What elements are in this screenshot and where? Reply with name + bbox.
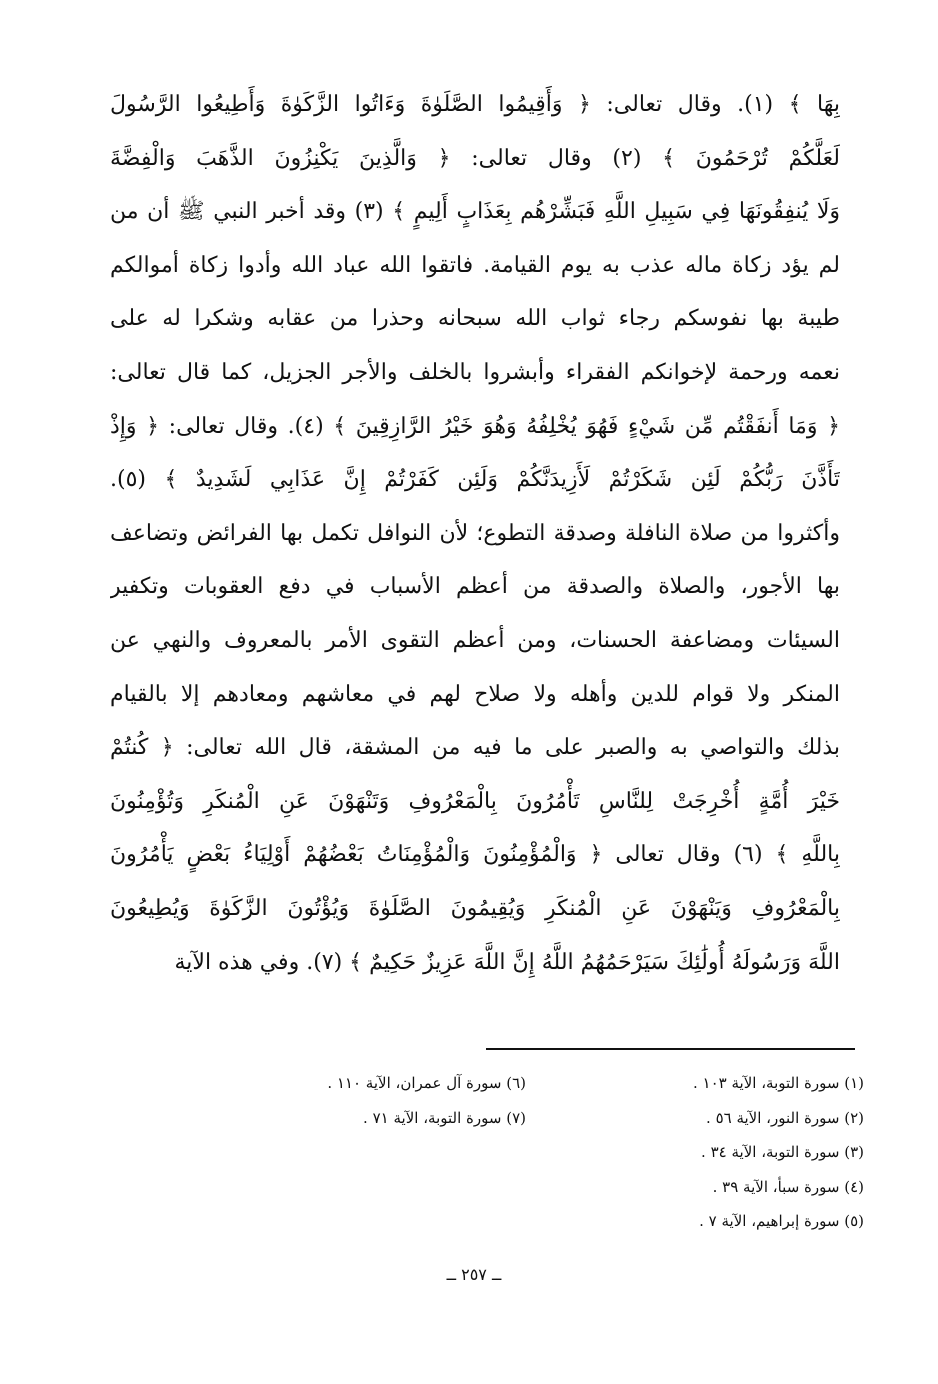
body-line: اللَّهَ وَرَسُولَهُ أُولَٰئِكَ سَيَرْحَمُهُمُ اللَّهُ إِنَّ اللَّهَ عَزِيزٌ حَكِيمٌ ﴾ (٧). وفي هذه الآية [174, 949, 840, 975]
body-line: نعمه ورحمة لإخوانكم الفقراء وأبشروا بالخلف والأجر الجزيل، كما قال تعالى: [110, 359, 840, 385]
body-text [110, 78, 840, 989]
body-line: بِهَا ﴾ (١). وقال تعالى: ﴿ وَأَقِيمُوا الصَّلَوٰةَ وَءَاتُوا الزَّكَوٰةَ وَأَطِيعُوا الرَّسُولَ [110, 92, 840, 117]
footnote: (٣) سورة التوبة، الآية ٣٤ . [701, 1143, 864, 1161]
body-line: تَأَذَّنَ رَبُّكُمْ لَئِن شَكَرْتُمْ لَأَزِيدَنَّكُمْ وَلَئِن كَفَرْتُمْ إِنَّ عَذَابِي لَشَدِيدٌ ﴾ (٥). [110, 467, 840, 493]
body-line: خَيْرَ أُمَّةٍ أُخْرِجَتْ لِلنَّاسِ تَأْمُرُونَ بِالْمَعْرُوفِ وَتَنْهَوْنَ عَنِ الْمُنكَرِ وَتُؤْمِنُونَ [110, 788, 840, 814]
footnote: (١) سورة التوبة، الآية ١٠٣ . [693, 1074, 864, 1092]
body-line: بها الأجور، والصلاة والصدقة من أعظم الأسباب في دفع العقوبات وتكفير [110, 574, 840, 600]
footnotes-column-right [600, 1066, 864, 1239]
footnote: (٧) سورة التوبة، الآية ٧١ . [363, 1108, 526, 1127]
body-line: وَلَا يُنفِقُونَهَا فِي سَبِيلِ اللَّهِ فَبَشِّرْهُم بِعَذَابٍ أَلِيمٍ ﴾ (٣) وقد أخبر النبي ﷺ أن من [110, 199, 840, 225]
body-line: طيبة بها نفوسكم رجاء ثواب الله سبحانه وحذرا من عقابه وشكرا له على [110, 306, 840, 332]
footnote: (٥) سورة إبراهيم، الآية ٧ . [699, 1212, 864, 1230]
body-line: لم يؤد زكاة ماله عذب به يوم القيامة. فاتقوا الله عباد الله وأدوا زكاة أموالكم [110, 252, 840, 278]
body-line: وأكثروا من صلاة النافلة وصدقة التطوع؛ لأن النوافل تكمل بها الفرائض وتضاعف [110, 520, 840, 546]
page-number: ــ ٢٥٧ ــ [446, 1265, 502, 1284]
footnote: (٢) سورة النور، الآية ٥٦ . [706, 1108, 864, 1127]
footnote: (٦) سورة آل عمران، الآية ١١٠ . [327, 1074, 526, 1092]
body-line: بِاللَّهِ ﴾ (٦) وقال تعالى ﴿ وَالْمُؤْمِنُونَ وَالْمُؤْمِنَاتُ بَعْضُهُمْ أَوْلِيَاءُ بَعْضٍ يَأْمُرُونَ [110, 842, 840, 868]
body-line: المنكر ولا قوام للدين وأهله ولا صلاح لهم في معاشهم ومعادهم إلا بالقيام [110, 681, 840, 707]
footnotes-column-left [280, 1066, 526, 1135]
body-line: لَعَلَّكُمْ تُرْحَمُونَ ﴾ (٢) وقال تعالى: ﴿ وَالَّذِينَ يَكْنِزُونَ الذَّهَبَ وَالْفِضَّةَ [110, 145, 840, 171]
footnote-separator [486, 1048, 855, 1050]
body-line: السيئات ومضاعفة الحسنات، ومن أعظم التقوى الأمر بالمعروف والنهي عن [110, 627, 840, 653]
body-line: ﴿ وَمَا أَنفَقْتُم مِّن شَيْءٍ فَهُوَ يُخْلِفُهُ وَهُوَ خَيْرُ الرَّازِقِينَ ﴾ (٤). وقال تعالى: ﴿ وَإِذْ [110, 413, 840, 439]
footnote: (٤) سورة سبأ، الآية ٣٩ . [712, 1177, 864, 1196]
body-line: بِالْمَعْرُوفِ وَيَنْهَوْنَ عَنِ الْمُنكَرِ وَيُقِيمُونَ الصَّلَوٰةَ وَيُؤْتُونَ الزَّكَوٰةَ وَيُطِيعُونَ [110, 895, 840, 921]
body-line: بذلك والتواصي به والصبر على ما فيه من المشقة، قال الله تعالى: ﴿ كُنتُمْ [110, 735, 840, 761]
